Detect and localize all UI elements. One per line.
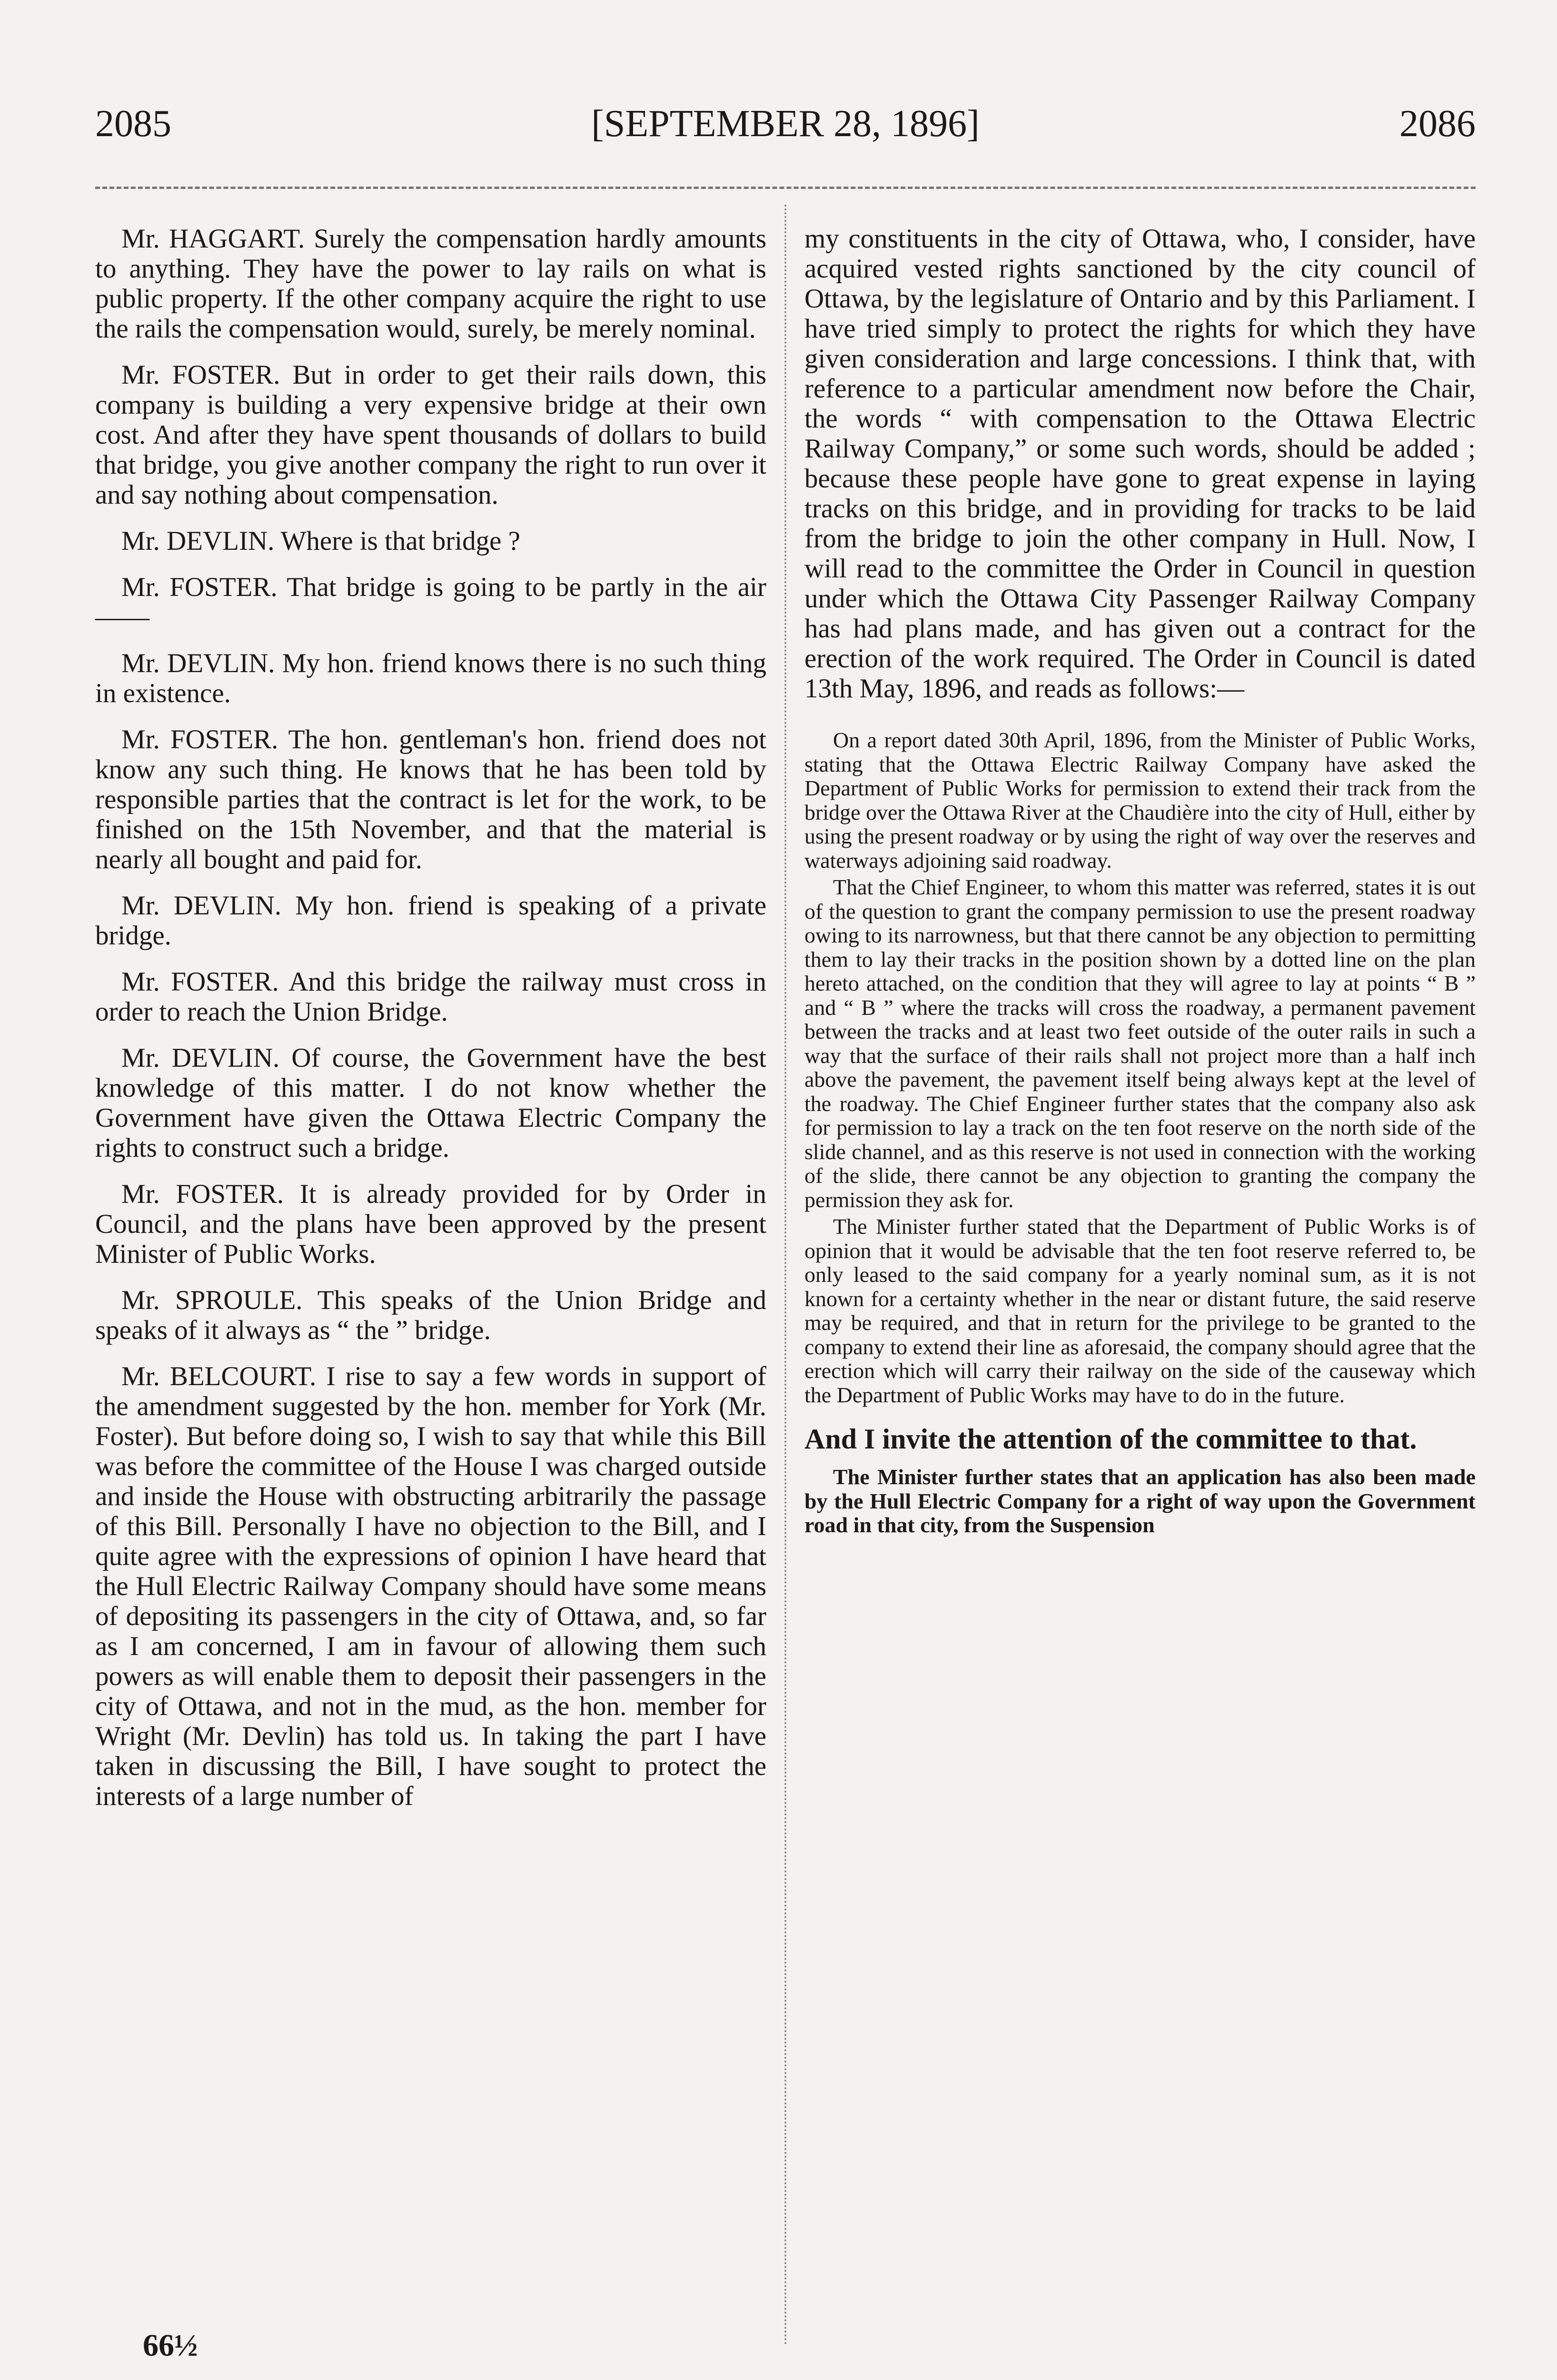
speech-foster-2: Mr. FOSTER. That bridge is going to be partly in the air——: [95, 572, 766, 632]
order-in-council-quote-4: The Minister further states that an application has also been made by the Hull Electric Company for a right of way upon the Government road in that city, from the Suspension: [804, 1465, 1476, 1537]
speech-foster-3: Mr. FOSTER. The hon. gentleman's hon. friend does not know any such thing. He knows that he has been told by responsible parties that the contract is let for the work, to be finished on the 15th November, and that the material is nearly all bought and paid for.: [95, 724, 766, 874]
page-date-title: [SEPTEMBER 28, 1896]: [591, 103, 980, 145]
speech-devlin-4: Mr. DEVLIN. Of course, the Government have the best knowledge of this matter. I do not know whether the Government have given the Ottawa Electric Company the rights to construct such a bridge.: [95, 1043, 766, 1163]
page-number-left: 2085: [95, 103, 171, 145]
speech-foster-5: Mr. FOSTER. It is already provided for by Order in Council, and the plans have been approved by the present Minister of Public Works.: [95, 1179, 766, 1269]
speech-foster-1: Mr. FOSTER. But in order to get their rails down, this company is building a very expensive bridge at their own cost. And after they have spent thousands of dollars to build that bridge, you give another company the right to run over it and say nothing about compensation.: [95, 360, 766, 510]
speech-devlin-3: Mr. DEVLIN. My hon. friend is speaking of a private bridge.: [95, 891, 767, 951]
speech-haggart: Mr. HAGGART. Surely the compensation hardly amounts to anything. They have the power to lay rails on what is public property. If the other company acquire the right to use the rails the compensation would, surely, be merely nominal.: [95, 224, 766, 344]
speech-sproule: Mr. SPROULE. This speaks of the Union Bridge and speaks of it always as “ the ” bridge.: [95, 1285, 766, 1345]
order-in-council-quote-3: The Minister further stated that the Department of Public Works is of opinion that it would be advisable that the ten foot reserve referred to, be only leased to the said company for a yearly nominal sum, as it is not known for a certainty whether in the near or distant future, the said reserve may be required, and that in return for the privilege to be granted to the company to extend their line as aforesaid, the company should agree that the erection which will carry their railway on the side of the causeway which the Department of Public Works may have to do in the future.: [804, 1214, 1476, 1407]
speech-belcourt: Mr. BELCOURT. I rise to say a few words in support of the amendment suggested by the hon. member for York (Mr. Foster). But before doing so, I wish to say that while this Bill was before the committee of the House I was charged outside and inside the House with obstructing arbitrarily the passage of this Bill. Personally I have no objection to the Bill, and I quite agree with the expressions of opinion I have heard that the Hull Electric Railway Company should have some means of depositing its passengers in the city of Ottawa, and, so far as I am concerned, I am in favour of allowing them such powers as will enable them to deposit their passengers in the city of Ottawa, and not in the mud, as the hon. member for Wright (Mr. Devlin) has told us. In taking the part I have taken in discussing the Bill, I have sought to protect the interests of a large number of: [95, 1361, 767, 1811]
order-in-council-quote-1: On a report dated 30th April, 1896, from the Minister of Public Works, stating that the Ottawa Electric Railway Company have asked the Department of Public Works for permission to extend their track from the bridge over the Ottawa River at the Chaudière into the city of Hull, either by using the present roadway or by using the right of way over the reserves and waterways adjoining said roadway.: [804, 728, 1476, 873]
header-rule: [95, 187, 1476, 189]
column-divider: [784, 205, 786, 2347]
speech-belcourt-continued: my constituents in the city of Ottawa, who, I consider, have acquired vested rights sanctioned by the city council of Ottawa, by the legislature of Ontario and by this Parliament. I have tried simply to protect the rights for which they have given consideration and large concessions. I think that, with reference to a particular amendment now before the Chair, the words “ with compensation to the Ottawa Electric Railway Company,” or some such words, should be added ; because these people have gone to great expense in laying tracks on this bridge, and in providing for tracks to be laid from the bridge to join the other company in Hull. Now, I will read to the committee the Order in Council in question under which the Ottawa City Passenger Railway Company has had plans made, and has given out a contract for the erection of the work required. The Order in Council is dated 13th May, 1896, and reads as follows:—: [804, 224, 1476, 704]
left-column: [95, 224, 766, 1811]
speech-devlin-1: Mr. DEVLIN. Where is that bridge ?: [121, 526, 520, 556]
page-signature-mark: 66½: [143, 2328, 198, 2363]
page-number-right: 2086: [1399, 103, 1476, 145]
order-in-council-quote-2: That the Chief Engineer, to whom this matter was referred, states it is out of the question to grant the company permission to use the present roadway owing to its narrowness, but that there cannot be any objection to permitting them to lay their tracks in the position shown by a dotted line on the plan hereto attached, on the condition that they will agree to lay at points “ B ” and “ B ” where the tracks will cross the roadway, a permanent pavement between the tracks and at least two feet outside of the outer rails in such a way that the surface of their rails shall not project more than a half inch above the pavement, the pavement itself being always kept at the level of the roadway. The Chief Engineer further states that the company also ask for permission to lay a track on the ten foot reserve on the north side of the slide channel, and as this reserve is not used in connection with the working of the slide, there cannot be any objection to granting the company the permission they ask for.: [804, 875, 1476, 1212]
page-header: [95, 95, 1476, 152]
committee-statement: And I invite the attention of the committee to that.: [804, 1423, 1417, 1455]
right-column: [804, 224, 1476, 1537]
speech-foster-4: Mr. FOSTER. And this bridge the railway must cross in order to reach the Union Bridge.: [95, 967, 766, 1027]
speech-devlin-2: Mr. DEVLIN. My hon. friend knows there is no such thing in existence.: [95, 648, 766, 708]
